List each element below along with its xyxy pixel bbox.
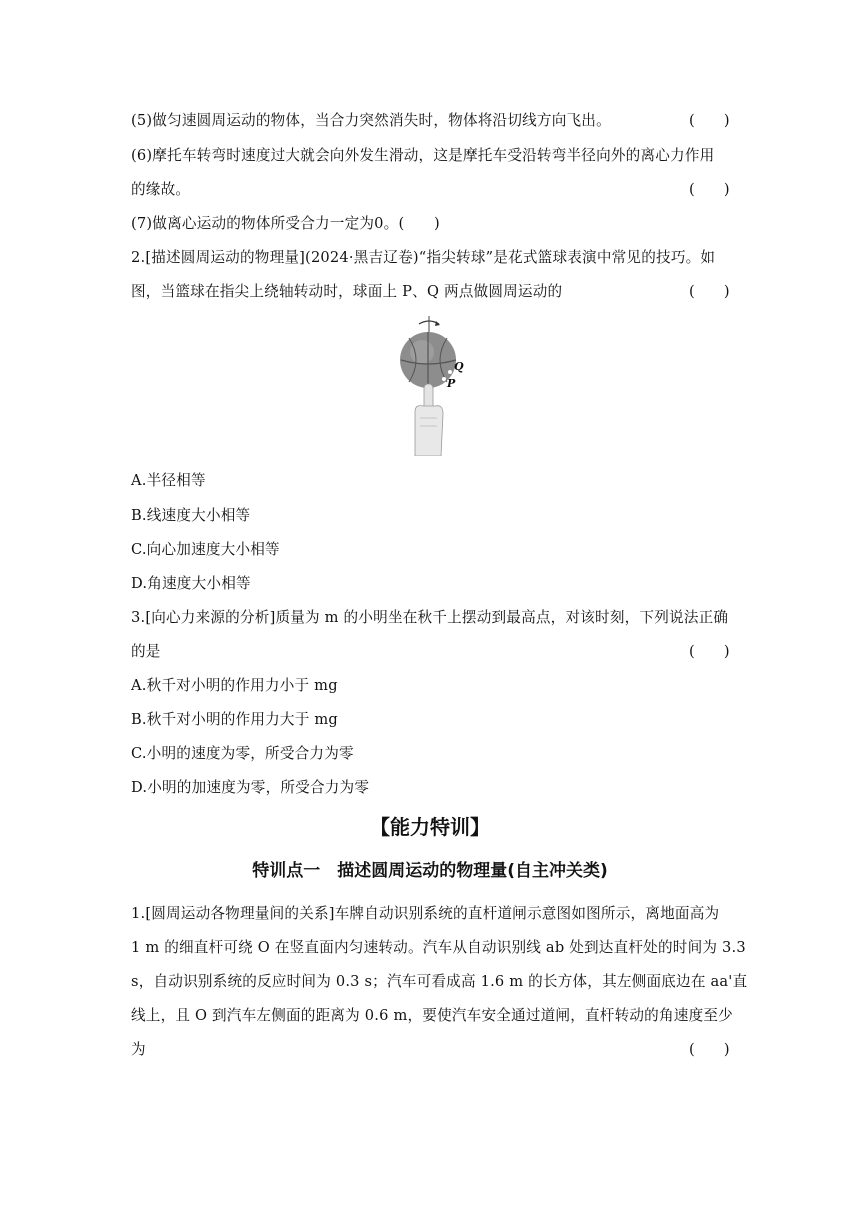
- p1-stem-line2: 1 m 的细直杆可绕 O 在竖直面内匀速转动。汽车从自动识别线 ab 处到达直杆处的时间为 3.3: [131, 939, 746, 956]
- q2-stem-line2: 图，当篮球在指尖上绕轴转动时，球面上 P、Q 两点做圆周运动的: [131, 283, 563, 300]
- q2-option-b: B.线速度大小相等: [131, 507, 251, 524]
- answer-paren: ( ): [689, 643, 730, 660]
- answer-paren: ( ): [689, 112, 730, 129]
- q1-item6-line1: (6)摩托车转弯时速度过大就会向外发生滑动，这是摩托车受沿转弯半径向外的离心力作用: [131, 147, 715, 164]
- section-title: 【能力特训】: [370, 815, 490, 839]
- q3-stem-line2: 的是: [131, 643, 161, 660]
- p1-stem-line5: 为: [131, 1041, 146, 1058]
- answer-paren: ( ): [689, 1041, 730, 1058]
- p1-stem-line4: 线上，且 O 到汽车左侧面的距离为 0.6 m，要使汽车安全通过道闸，直杆转动的角速度至少: [131, 1007, 733, 1024]
- answer-paren: ( ): [689, 283, 730, 300]
- point-p-label: P: [447, 377, 456, 390]
- basketball-finger-figure: [393, 314, 469, 456]
- answer-paren: ( ): [689, 181, 730, 198]
- q2-stem-line1: 2.[描述圆周运动的物理量](2024·黑吉辽卷)“指尖转球”是花式篮球表演中常见的技巧。如: [131, 249, 716, 266]
- q3-option-d: D.小明的加速度为零，所受合力为零: [131, 779, 370, 796]
- q3-option-c: C.小明的速度为零，所受合力为零: [131, 745, 354, 762]
- p1-stem-line1: 1.[圆周运动各物理量间的关系]车牌自动识别系统的直杆道闸示意图如图所示，离地面高为: [131, 905, 720, 922]
- q3-option-b: B.秋千对小明的作用力大于 mg: [131, 711, 338, 728]
- q3-stem-line1: 3.[向心力来源的分析]质量为 m 的小明坐在秋千上摆动到最高点，对该时刻，下列说法正确: [131, 609, 729, 626]
- subsection-title: 特训点一 描述圆周运动的物理量(自主冲关类): [252, 861, 608, 881]
- point-q-label: Q: [454, 360, 464, 373]
- q1-item7: (7)做离心运动的物体所受合力一定为0。( ): [131, 215, 440, 232]
- p1-stem-line3: s，自动识别系统的反应时间为 0.3 s；汽车可看成高 1.6 m 的长方体，其左侧面底边在 aa'直: [131, 973, 748, 990]
- q3-option-a: A.秋千对小明的作用力小于 mg: [131, 677, 338, 694]
- q2-option-a: A.半径相等: [131, 472, 206, 489]
- q2-option-d: D.角速度大小相等: [131, 575, 251, 592]
- q2-option-c: C.向心加速度大小相等: [131, 541, 280, 558]
- q1-item5: (5)做匀速圆周运动的物体，当合力突然消失时，物体将沿切线方向飞出。: [131, 112, 611, 129]
- q1-item6-line2: 的缘故。: [131, 181, 191, 198]
